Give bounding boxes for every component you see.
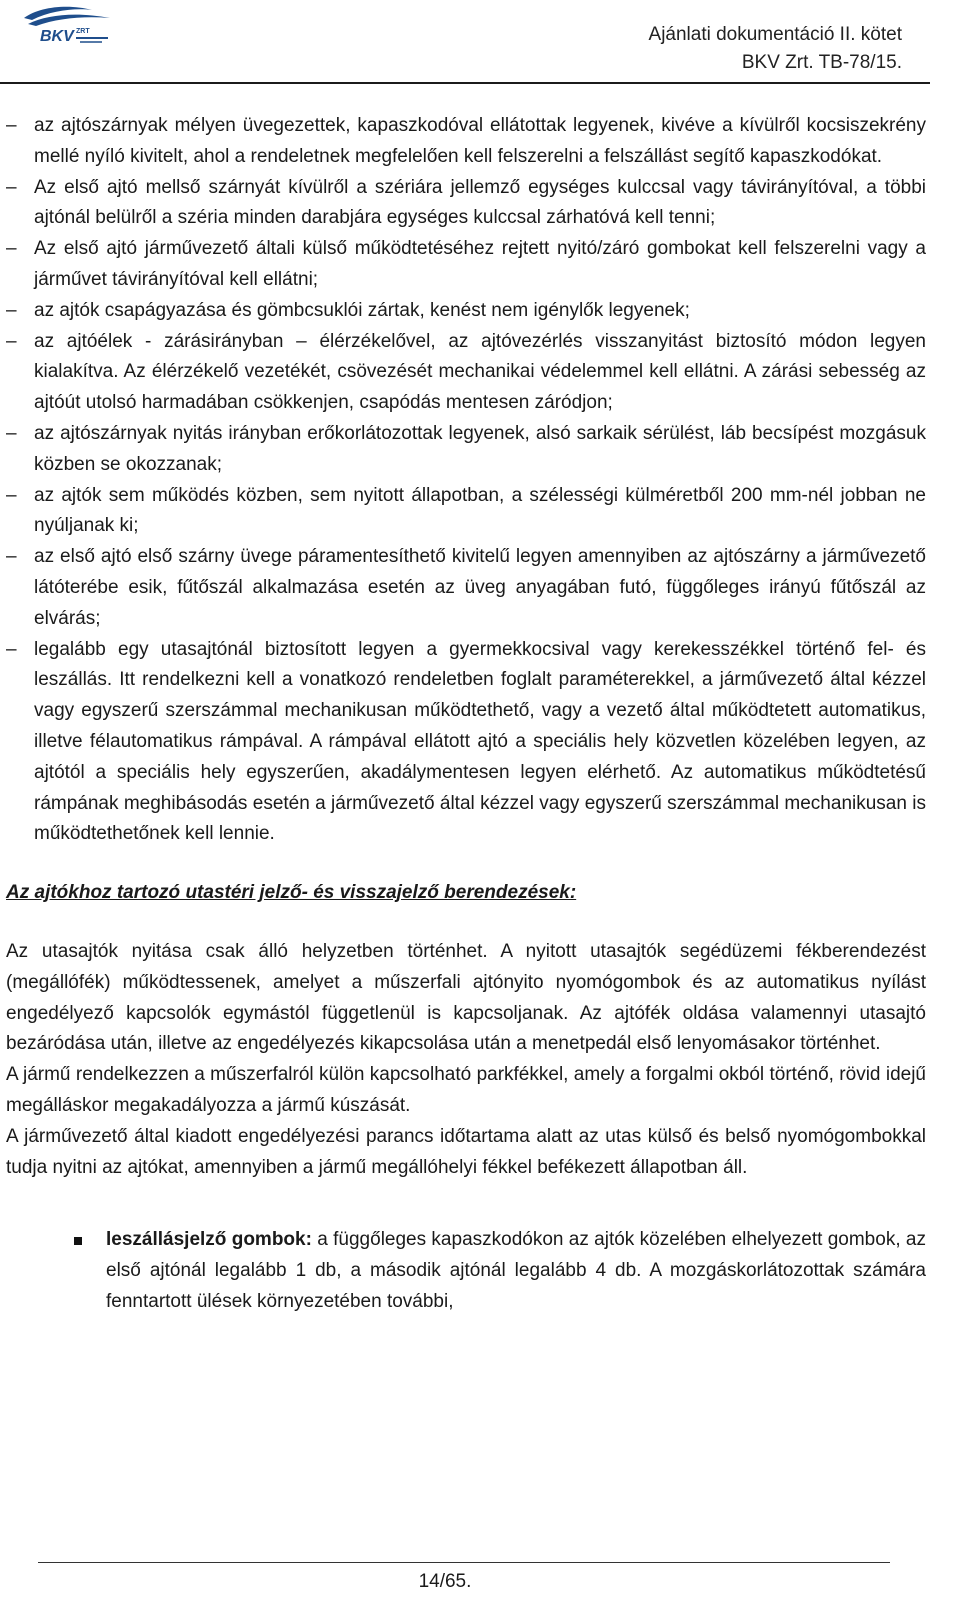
dash-marker: –: [6, 638, 17, 660]
list-item: – az első ajtó első szárny üvege páramentesíthető kivitelű legyen amennyiben az ajtószárny a járművezető látóterébe esik, fűtőszál alkalmazása esetén az üveg anyagában futó, függőleges irányú fűtőszál az elvárás;: [6, 542, 926, 634]
svg-text:ZRT: ZRT: [76, 28, 90, 35]
document-body: [6, 111, 926, 1318]
document-title-block: [649, 21, 902, 77]
dash-marker: –: [6, 176, 17, 198]
list-item: – az ajtóélek - zárásirányban – élérzékelővel, az ajtóvezérlés visszanyitást biztosító módon legyen kialakítva. Az élérzékelő vezetékét, csövezését mechanikai védelemmel kell ellátni. A zárási sebesség az ajtóút utolsó harmadában csökkenjen, csapódás mentesen záródjon;: [6, 327, 926, 419]
bullet-list: [6, 1225, 926, 1317]
document-reference: BKV Zrt. TB-78/15.: [741, 52, 902, 73]
bullet-text: a függőleges kapaszkodókon az ajtók közelében elhelyezett gombok, az első ajtónál legalább 1 db, a második ajtónál legalább 4 db. A mozgáskorlátozottak számára fenntartott ülések környezetében további,: [106, 1229, 926, 1312]
square-bullet-icon: [74, 1237, 82, 1245]
bkv-logo: [18, 4, 118, 46]
list-item: – az ajtók sem működés közben, sem nyitott állapotban, a szélességi külméretből 200 mm-nél jobban ne nyúljanak ki;: [6, 481, 926, 543]
dash-marker: –: [6, 330, 17, 352]
list-item: – legalább egy utasajtónál biztosított legyen a gyermekkocsival vagy kerekesszékkel történő fel- és leszállás. Itt rendelkezni kell a vonatkozó rendeletben foglalt paraméterekkel, a járművezető által kézzel vagy egyszerű szerszámmal mechanikusan működtethető, vagy a vezető által működtetett automatikus, illetve félautomatikus rámpával. A rámpával ellátott ajtó a speciális hely közvetlen közelében legyen, az ajtótól a speciális hely egyszerűen, akadálymentesen legyen elérhető. Az automatikus működtetésű rámpának meghibásodás esetén a járművezető által kézzel vagy egyszerű szerszámmal mechanikusan is működtethetőnek kell lennie.: [6, 635, 926, 851]
document-title: Ajánlati dokumentáció II. kötet: [648, 24, 902, 45]
paragraph: Az utasajtók nyitása csak álló helyzetben történhet. A nyitott utasajtók segédüzemi fékberendezést (megállófék) működtessenek, amelyet a műszerfali ajtónyito nyomógombok és az automatikus nyílást engedélyező kapcsolók egymástól függetlenül is kapcsoljanak. Az ajtófék oldása valamennyi utasajtó bezáródása után, illetve az engedélyezés kikapcsolása után a menetpedál első lenyomásakor történhet.: [6, 940, 926, 1055]
page-number: 14/65.: [418, 1571, 472, 1592]
dash-marker: –: [6, 238, 17, 260]
list-item: – az ajtók csapágyazása és gömbcsuklói zártak, kenést nem igénylők legyenek;: [6, 296, 926, 327]
list-item: – Az első ajtó járművezető általi külső működtetéséhez rejtett nyitó/záró gombokat kell felszerelni vagy a járművet távirányítóval kell ellátni;: [6, 234, 926, 296]
page-header: [0, 0, 960, 90]
paragraph: A jármű rendelkezzen a műszerfalról külön kapcsolható parkfékkel, amely a forgalmi okból történő, rövid idejű megálláskor megakadályozza a jármű kúszását.: [6, 1064, 926, 1116]
list-item: – az ajtószárnyak mélyen üvegezettek, kapaszkodóval ellátottak legyenek, kivéve a kívülről kocsiszekrény mellé nyíló kivitelt, ahol a rendeletnek megfelelően kell felszerelni a felszállást segítő kapaszkodókat.: [6, 111, 926, 173]
paragraph: A járművezető által kiadott engedélyezési parancs időtartama alatt az utas külső és belső nyomógombokkal tudja nyitni az ajtókat, amennyiben a jármű megállóhelyi fékkel befékezett állapotban áll.: [6, 1125, 926, 1178]
dash-marker: –: [6, 546, 17, 568]
dash-marker: –: [6, 115, 17, 136]
header-divider: [0, 82, 930, 84]
bullet-term: leszállásjelző gombok:: [106, 1229, 312, 1251]
section-heading: Az ajtókhoz tartozó utastéri jelző- és visszajelző berendezések:: [6, 882, 577, 904]
list-item: – Az első ajtó mellső szárnyát kívülről a szériára jellemző egységes kulccsal vagy távirányítóval, a többi ajtónál belülről a széria minden darabjára egységes kulccsal zárhatóvá kell tenni;: [6, 173, 926, 235]
dash-marker: –: [6, 422, 17, 444]
bullet-item: [6, 1225, 926, 1317]
requirements-list: [6, 111, 926, 850]
dash-marker: –: [6, 484, 17, 506]
svg-text:BKV: BKV: [40, 28, 74, 45]
paragraph-block: [6, 937, 926, 1183]
list-item: – az ajtószárnyak nyitás irányban erőkorlátozottak legyenek, alsó sarkaik sérülést, láb becsípést mozgásuk közben se okozzanak;: [6, 419, 926, 481]
footer-divider: [38, 1562, 890, 1563]
dash-marker: –: [6, 299, 17, 321]
